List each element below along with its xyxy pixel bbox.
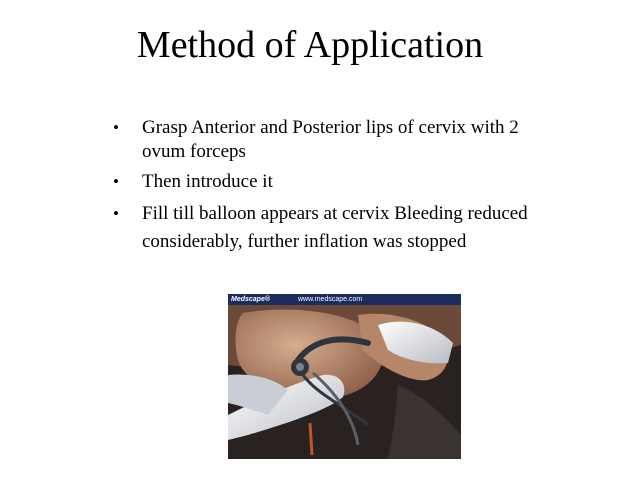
procedure-scene [228, 305, 461, 459]
bullet-list [110, 116, 530, 262]
bullet-item [110, 170, 530, 194]
bullet-text: Then introduce it [142, 171, 273, 192]
balloon-connector-center [296, 363, 304, 371]
catheter-tip [310, 423, 312, 455]
bullet-marker: • [113, 204, 119, 223]
bullet-marker: • [113, 118, 119, 137]
bullet-text: Fill till balloon appears at cervix Bleeding reduced considerably, further inflation was stopped [142, 203, 528, 252]
bullet-text: Grasp Anterior and Posterior lips of cervix with 2 ovum forceps [142, 117, 519, 162]
bullet-marker: • [113, 172, 119, 191]
slide-title: Method of Application [136, 24, 484, 66]
bullet-item [110, 200, 530, 256]
photo-header-bar [228, 294, 461, 305]
bullet-item [110, 116, 530, 164]
procedure-photo [228, 294, 461, 459]
medscape-logo: Medscape® [231, 296, 271, 303]
photo-url: www.medscape.com [298, 296, 363, 303]
